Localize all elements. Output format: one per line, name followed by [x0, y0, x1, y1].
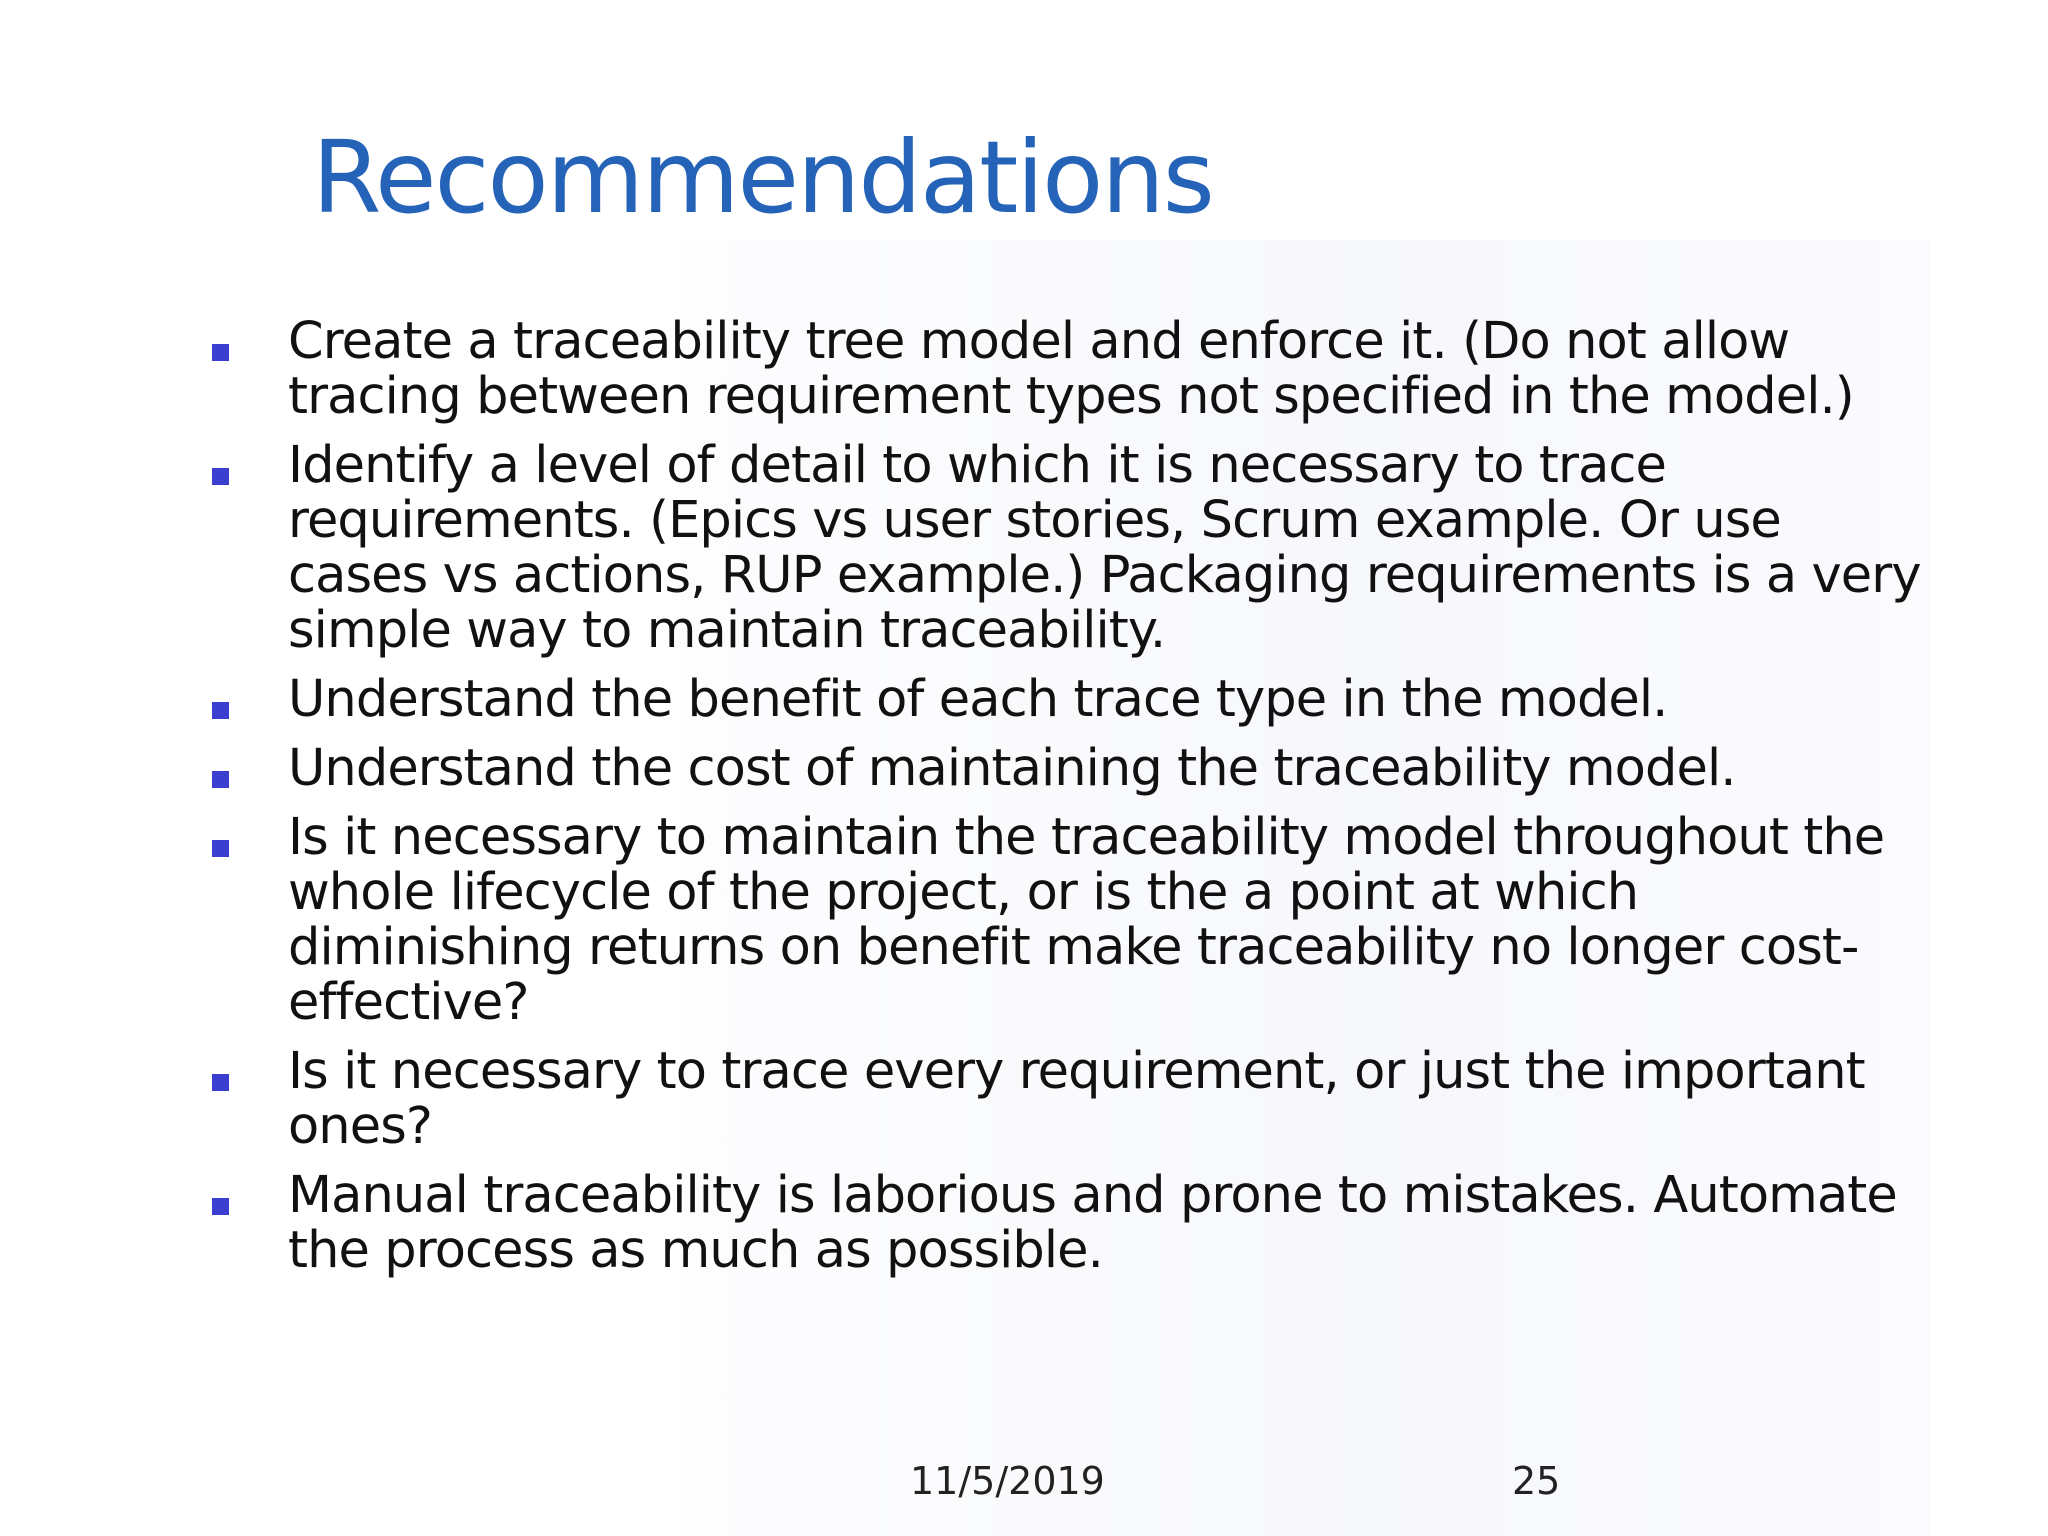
square-bullet-icon [212, 1198, 229, 1215]
bullet-text: Is it necessary to trace every requirement, or just the important ones? [288, 1042, 1865, 1156]
square-bullet-icon [212, 1074, 229, 1091]
bullet-item [212, 741, 2012, 796]
bullet-text: Identify a level of detail to which it is necessary to trace requirements. (Epics vs user stories, Scrum example. Or use cases vs actions, RUP example.) Packaging requirements is a very simple way to maintain traceability. [288, 436, 1921, 660]
slide-title: Recommendations [312, 119, 1213, 236]
footer-page-number: 25 [1512, 1459, 1561, 1503]
bullet-item [212, 1168, 2012, 1278]
bullet-text: Is it necessary to maintain the traceability model throughout the whole lifecycle of the project, or is the a point at which diminishing returns on benefit make traceability no longer cost- effective? [288, 808, 1885, 1032]
square-bullet-icon [212, 702, 229, 719]
bullet-text: Understand the cost of maintaining the traceability model. [288, 739, 1736, 798]
bullet-item [212, 672, 2012, 727]
square-bullet-icon [212, 468, 229, 485]
bullet-text: Create a traceability tree model and enforce it. (Do not allow tracing between requirement types not specified in the model.) [288, 312, 1854, 426]
bullet-text: Manual traceability is laborious and prone to mistakes. Automate the process as much as possible. [288, 1166, 1897, 1280]
square-bullet-icon [212, 840, 229, 857]
bullet-item [212, 314, 2012, 424]
bullet-item [212, 810, 2012, 1030]
bullet-item [212, 1044, 2012, 1154]
bullet-item [212, 438, 2012, 658]
square-bullet-icon [212, 771, 229, 788]
bullet-list [212, 314, 2012, 1292]
square-bullet-icon [212, 344, 229, 361]
bullet-text: Understand the benefit of each trace type in the model. [288, 670, 1668, 729]
footer-date: 11/5/2019 [910, 1459, 1105, 1503]
